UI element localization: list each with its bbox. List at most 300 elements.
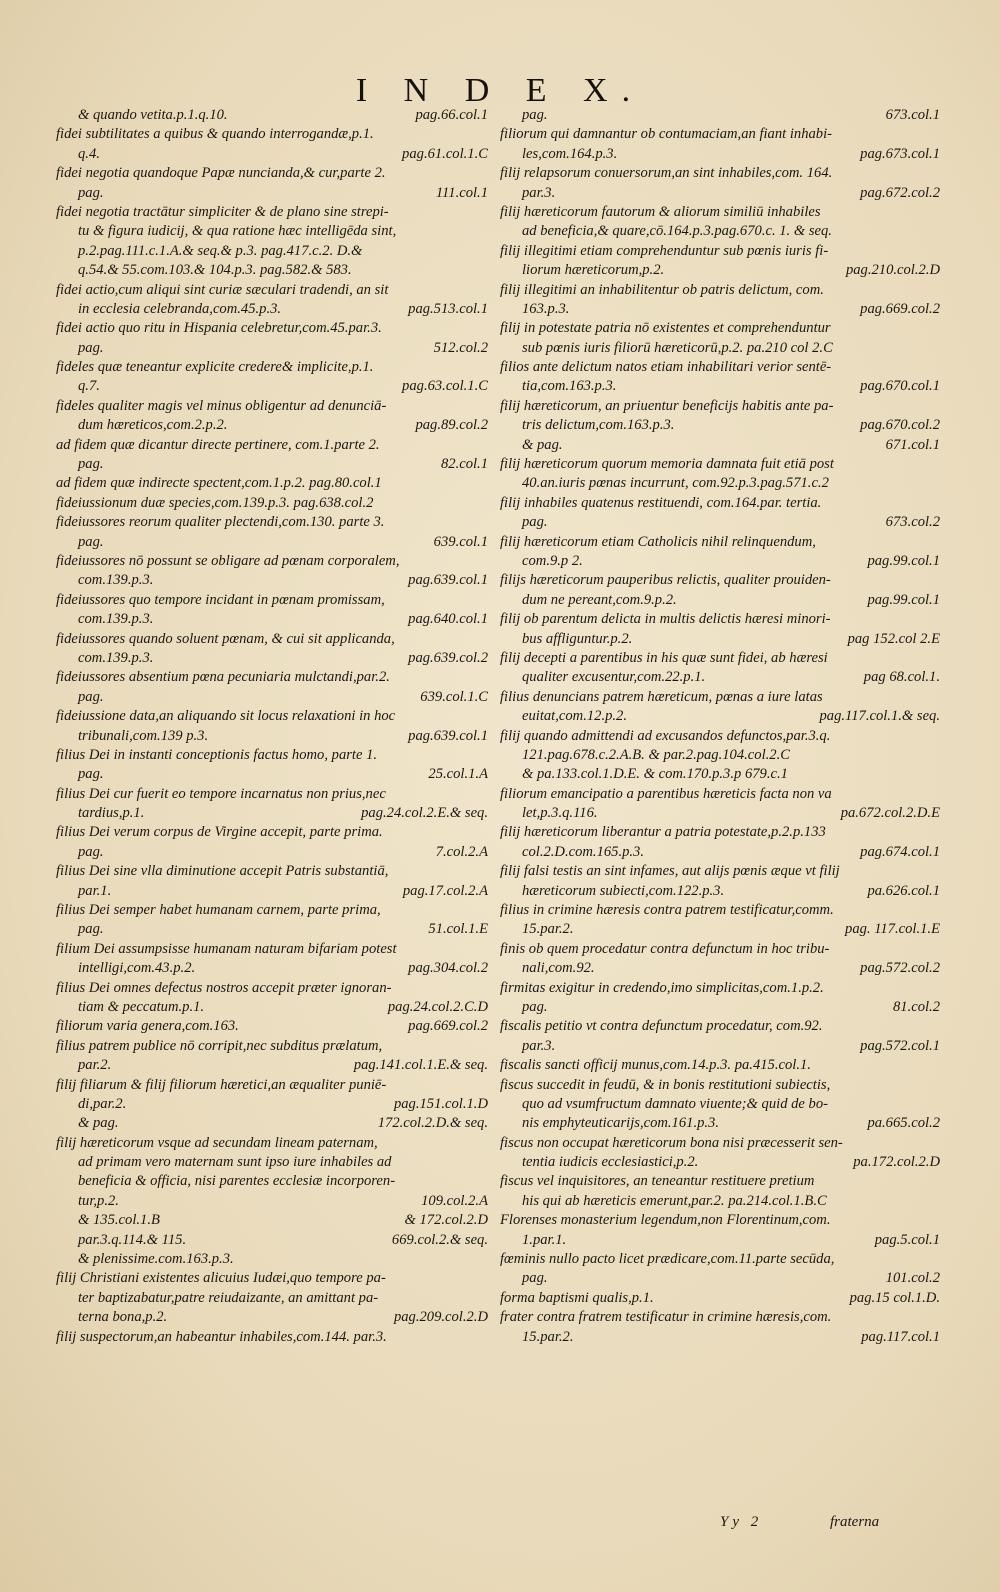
index-entry-text: pag.: [522, 107, 548, 123]
index-entry-text: 121.pag.678.c.2.A.B. & par.2.pag.104.col.2.C: [522, 746, 790, 763]
index-entry-text: fideiussionum duæ species,com.139.p.3. pag.638.col.2: [56, 494, 374, 511]
index-entry-line: [500, 319, 940, 338]
page-title: I N D E X.: [355, 72, 645, 109]
index-entry-line: [500, 940, 940, 959]
index-entry-text: filij quando admittendi ad excusandos defunctos,par.3.q.: [500, 727, 831, 744]
index-entry-line: [500, 571, 940, 590]
index-entry-text: terna bona,p.2.: [78, 1309, 168, 1326]
index-entry-line: [56, 281, 488, 300]
index-page-reference: 512.col.2: [433, 339, 488, 356]
index-page-reference: 673.col.1: [885, 107, 940, 123]
index-entry-text: fideiussores reorum qualiter plectendi,com.130. parte 3.: [56, 514, 385, 531]
index-entry-line: [56, 1250, 488, 1269]
index-entry-line: [56, 1289, 488, 1308]
index-entry-text: filij illegitimi etiam comprehenduntur sub pœnis iuris fi-: [500, 242, 829, 259]
index-entry-line: [500, 533, 940, 552]
index-entry-text: fidei actio,cum aliqui sint curiæ sæculari tradendi, an sit: [56, 281, 389, 298]
index-entry-line: [56, 164, 488, 183]
index-entry-line: [500, 1095, 940, 1114]
index-entry-text: dum ne pereant,com.9.p.2.: [522, 591, 677, 608]
index-entry-line: [500, 261, 940, 280]
index-entry-line: [56, 145, 488, 164]
index-entry-line: [500, 1076, 940, 1095]
index-entry-line: [56, 804, 488, 823]
index-entry-line: [500, 455, 940, 474]
index-entry-line: [500, 610, 940, 629]
index-entry-line: [500, 513, 940, 532]
index-page-reference: pag.572.col.2: [860, 960, 940, 977]
index-entry-line: [500, 436, 940, 455]
index-entry-text: tia,com.163.p.3.: [522, 378, 617, 395]
index-entry-text: filius Dei omnes defectus nostros accepit præter ignoran-: [56, 979, 392, 996]
index-entry-text: fiscalis sancti officij munus,com.14.p.3. pa.415.col.1.: [500, 1057, 811, 1074]
index-entry-text: tur,p.2.: [78, 1192, 119, 1209]
index-entry-text: 15.par.2.: [522, 921, 574, 938]
index-page-reference: 111.col.1: [435, 184, 488, 201]
index-entry-text: fiscus succedit in feudū, & in bonis restitutioni subiectis,: [500, 1076, 831, 1093]
index-entry-text: filij decepti a parentibus in his quæ sunt fidei, ab hæresi: [500, 649, 828, 666]
index-entry-text: filij Christiani existentes alicuius Iudæi,quo tempore pa-: [56, 1270, 386, 1287]
index-page-reference: 51.col.1.E: [428, 921, 488, 938]
index-entry-line: [56, 513, 488, 532]
index-entry-text: pag.: [78, 339, 104, 356]
index-entry-line: [500, 688, 940, 707]
index-entry-text: com.139.p.3.: [78, 611, 154, 628]
index-entry-line: [56, 1095, 488, 1114]
index-entry-text: filius Dei verum corpus de Virgine accepit, parte prima.: [56, 824, 383, 841]
index-entry-line: [500, 1192, 940, 1211]
index-entry-text: quo ad vsumfructum damnato viuente;& quid de bo-: [522, 1095, 829, 1112]
index-entry-text: par.3.: [522, 1037, 556, 1054]
index-page-reference: pag.670.col.2: [860, 417, 940, 434]
index-entry-line: [500, 668, 940, 687]
index-entry-line: [500, 591, 940, 610]
index-entry-line: [500, 1250, 940, 1269]
index-entry-text: filios ante delictum natos etiam inhabilitari verior sentē-: [500, 359, 832, 376]
index-entry-text: pag.: [522, 1270, 548, 1287]
index-entry-text: hæreticorum subiecti,com.122.p.3.: [522, 882, 725, 899]
index-entry-text: beneficia & officia, nisi parentes ecclesiæ incorporen-: [78, 1173, 396, 1190]
index-page-reference: pag.24.col.2.E.& seq.: [361, 805, 488, 822]
index-entry-text: filij falsi testis an sint infames, aut alijs pœnis æque vt filij: [500, 863, 840, 880]
index-entry-text: his qui ab hæreticis emerunt,par.2. pa.214.col.1.B.C: [522, 1192, 827, 1209]
index-entry-text: & pag.: [78, 1115, 119, 1132]
index-entry-text: & pa.133.col.1.D.E. & com.170.p.3.p 679.c.1: [522, 766, 788, 783]
index-entry-line: [56, 1037, 488, 1056]
index-entry-text: filij hæreticorum, an priuentur beneficijs habitis ante pa-: [500, 397, 834, 414]
index-entry-line: [500, 416, 940, 435]
index-entry-line: [500, 125, 940, 144]
index-entry-text: filij ob parentum delicta in multis delictis hæresi minori-: [500, 611, 831, 628]
index-entry-text: euitat,com.12.p.2.: [522, 708, 627, 725]
index-entry-text: pag.: [78, 843, 104, 860]
index-entry-line: [56, 436, 488, 455]
index-entry-line: [56, 1172, 488, 1191]
index-page-reference: 25.col.1.A: [428, 766, 488, 783]
index-entry-line: [56, 571, 488, 590]
index-entry-text: q.7.: [78, 378, 100, 395]
index-page-reference: pag. 117.col.1.E: [845, 921, 940, 938]
index-entry-line: [500, 1172, 940, 1191]
index-entry-line: [500, 727, 940, 746]
index-entry-line: [56, 1308, 488, 1327]
index-entry-text: 1.par.1.: [522, 1231, 567, 1248]
index-entry-line: [56, 649, 488, 668]
index-entry-text: par.1.: [78, 882, 112, 899]
index-entry-text: tentia iudicis ecclesiastici,p.2.: [522, 1154, 699, 1171]
index-entry-line: [56, 1134, 488, 1153]
index-entry-text: ad fidem quæ dicantur directe pertinere, com.1.parte 2.: [56, 436, 380, 453]
index-entry-line: [500, 552, 940, 571]
index-entry-text: fiscus vel inquisitores, an teneantur restituere pretium: [500, 1173, 815, 1190]
index-page-reference: 673.col.2: [885, 514, 940, 531]
index-entry-text: finis ob quem procedatur contra defunctum in hoc tribu-: [500, 940, 830, 957]
index-entry-text: in ecclesia celebranda,com.45.p.3.: [78, 300, 282, 317]
index-entry-text: filij inhabiles quatenus restituendi, com.164.par. tertia.: [500, 494, 822, 511]
index-entry-text: filij relapsorum conuersorum,an sint inhabiles,com. 164.: [500, 165, 833, 182]
index-page-reference: pag.5.col.1: [874, 1231, 940, 1248]
index-entry-text: filij suspectorum,an habeantur inhabiles,com.144. par.3.: [56, 1328, 387, 1345]
index-entry-text: q.4.: [78, 145, 100, 162]
index-entry-line: [56, 901, 488, 920]
index-entry-text: pag.: [78, 456, 104, 473]
index-page-reference: pag.66.col.1: [415, 107, 488, 123]
index-entry-text: fideles quæ teneantur explicite credere& implicite,p.1.: [56, 359, 374, 376]
index-entry-text: fidei actio quo ritu in Hispania celebretur,com.45.par.3.: [56, 320, 382, 337]
index-page-reference: 172.col.2.D.& seq.: [377, 1115, 488, 1132]
index-entry-text: pag.: [78, 184, 104, 201]
index-entry-text: nis emphyteuticarijs,com.161.p.3.: [522, 1115, 719, 1132]
index-entry-line: [500, 358, 940, 377]
index-entry-text: tu & figura iudicij, & qua ratione hæc intelligēda sint,: [78, 223, 397, 240]
index-column-left: [56, 106, 488, 1347]
index-entry-text: filij in potestate patria nō existentes et comprehenduntur: [500, 320, 831, 337]
index-entry-text: forma baptismi qualis,p.1.: [500, 1289, 654, 1306]
index-entry-text: filijs hæreticorum pauperibus relictis, qualiter prouiden-: [500, 572, 831, 589]
index-entry-line: [500, 979, 940, 998]
index-entry-text: fiscalis petitio vt contra defunctum procedatur, com.92.: [500, 1018, 823, 1035]
index-entry-line: [56, 203, 488, 222]
index-entry-text: fidei negotia tractātur simpliciter & de plano sine strepi-: [56, 203, 389, 220]
index-page-reference: pag.673.col.1: [860, 145, 940, 162]
index-entry-text: com.139.p.3.: [78, 572, 154, 589]
index-entry-line: [56, 630, 488, 649]
index-entry-line: [500, 339, 940, 358]
index-entry-line: [56, 823, 488, 842]
index-page-reference: pag.61.col.1.C: [402, 145, 488, 162]
catchword: fraterna: [830, 1514, 880, 1530]
index-entry-text: tribunali,com.139 p.3.: [78, 727, 209, 744]
index-entry-line: [500, 281, 940, 300]
index-entry-text: fideiussores quando soluent pœnam, & cui sit applicanda,: [56, 630, 395, 647]
index-entry-text: pag.: [522, 514, 548, 531]
index-entry-line: [500, 901, 940, 920]
index-entry-text: filij filiarum & filij filiorum hæretici,an æqualiter puniē-: [56, 1076, 387, 1093]
index-entry-text: bus affliguntur.p.2.: [522, 630, 633, 647]
index-page-reference: 101.col.2: [885, 1270, 940, 1287]
index-entry-text: 15.par.2.: [522, 1328, 574, 1345]
index-entry-text: frater contra fratrem testificatur in crimine hæresis,com.: [500, 1309, 832, 1326]
index-page-reference: pag 152.col 2.E: [847, 630, 940, 647]
index-entry-text: liorum hæreticorum,p.2.: [522, 262, 665, 279]
index-entry-text: p.2.pag.111.c.1.A.& seq.& p.3. pag.417.c.2. D.&: [78, 242, 363, 259]
index-entry-line: [500, 882, 940, 901]
index-entry-text: col.2.D.com.165.p.3.: [522, 843, 645, 860]
index-entry-line: [500, 494, 940, 513]
index-entry-line: [500, 1114, 940, 1133]
index-page-reference: 671.col.1: [885, 436, 940, 453]
index-entry-line: [56, 261, 488, 280]
index-page-reference: 639.col.1: [433, 533, 488, 550]
index-entry-line: [500, 242, 940, 261]
index-page-reference: pag.572.col.1: [860, 1037, 940, 1054]
index-entry-line: [56, 184, 488, 203]
index-page-reference: pag.99.col.1: [867, 591, 940, 608]
index-entry-text: filij hæreticorum quorum memoria damnata fuit etiā post: [500, 456, 834, 473]
index-entry-text: pag.: [78, 766, 104, 783]
index-entry-line: [500, 1328, 940, 1347]
index-page-reference: pag.669.col.2: [860, 300, 940, 317]
index-page-reference: 639.col.1.C: [420, 688, 488, 705]
index-entry-text: filius Dei in instanti conceptionis factus homo, parte 1.: [56, 746, 378, 763]
index-entry-line: [500, 746, 940, 765]
index-page-reference: 7.col.2.A: [435, 843, 488, 860]
index-page-reference: pag.117.col.1: [861, 1328, 940, 1345]
index-entry-line: [56, 785, 488, 804]
index-entry-text: pag.: [78, 921, 104, 938]
index-entry-text: tiam & peccatum.p.1.: [78, 998, 205, 1015]
index-page-reference: pag.151.col.1.D: [393, 1095, 488, 1112]
index-entry-line: [56, 1153, 488, 1172]
index-entry-text: fiscus non occupat hæreticorum bona nisi præcesserit sen-: [500, 1134, 843, 1151]
index-entry-text: & 135.col.1.B: [78, 1212, 160, 1229]
index-entry-text: ad fidem quæ indirecte spectent,com.1.p.2. pag.80.col.1: [56, 475, 382, 492]
index-entry-line: [500, 106, 940, 125]
index-entry-line: [56, 1231, 488, 1250]
index-entry-line: [500, 1017, 940, 1036]
index-entry-text: fideiussores nō possunt se obligare ad pœnam corporalem,: [56, 552, 400, 569]
index-entry-text: fideles qualiter magis vel minus obligentur ad denunciā-: [56, 397, 387, 414]
index-entry-text: ad beneficia,& quare,cō.164.p.3.pag.670.c. 1. & seq.: [522, 223, 832, 240]
index-entry-text: firmitas exigitur in credendo,imo simplicitas,com.1.p.2.: [500, 979, 824, 996]
index-page-reference: 109.col.2.A: [421, 1192, 488, 1209]
index-entry-line: [56, 668, 488, 687]
index-page-reference: pa.672.col.2.D.E: [840, 805, 940, 822]
index-entry-line: [56, 688, 488, 707]
index-page-reference: pag.63.col.1.C: [402, 378, 488, 395]
index-page-reference: pag.15 col.1.D.: [849, 1289, 940, 1306]
index-page-reference: pag.89.col.2: [415, 417, 488, 434]
index-page-reference: pag.639.col.1: [408, 727, 488, 744]
index-entry-text: fidei negotia quandoque Papæ nuncianda,& cur,parte 2.: [56, 165, 386, 182]
index-entry-line: [56, 358, 488, 377]
index-entry-line: [500, 300, 940, 319]
index-entry-text: & plenissime.com.163.p.3.: [78, 1251, 234, 1268]
index-entry-line: [56, 862, 488, 881]
index-entry-line: [56, 300, 488, 319]
index-entry-line: [500, 164, 940, 183]
index-entry-line: [56, 765, 488, 784]
index-entry-line: [500, 1153, 940, 1172]
index-entry-text: fideiussores absentium pœna pecuniaria mulctandi,par.2.: [56, 669, 390, 686]
index-entry-line: [56, 979, 488, 998]
index-entry-text: filius denuncians patrem hæreticum, pœnas a iure latas: [500, 688, 823, 705]
index-entry-text: nali,com.92.: [522, 960, 595, 977]
index-entry-text: Florenses monasterium legendum,non Florentinum,com.: [500, 1212, 831, 1229]
index-page-reference: pag.209.col.2.D: [393, 1309, 488, 1326]
index-entry-line: [56, 1328, 488, 1347]
index-entry-text: di,par.2.: [78, 1095, 127, 1112]
index-entry-line: [56, 1056, 488, 1075]
index-entry-text: tris delictum,com.163.p.3.: [522, 417, 675, 434]
index-entry-line: [56, 339, 488, 358]
index-entry-text: pag.: [522, 998, 548, 1015]
index-entry-line: [500, 630, 940, 649]
index-page-reference: pag.639.col.2: [408, 649, 488, 666]
index-entry-line: [56, 591, 488, 610]
index-entry-line: [56, 397, 488, 416]
index-entry-text: filij hæreticorum vsque ad secundam lineam paternam,: [56, 1134, 378, 1151]
index-entry-line: [56, 416, 488, 435]
index-entry-line: [56, 746, 488, 765]
index-entry-line: [500, 765, 940, 784]
index-entry-line: [56, 494, 488, 513]
index-entry-line: [56, 998, 488, 1017]
index-entry-text: filiorum qui damnantur ob contumaciam,an fiant inhabi-: [500, 126, 833, 143]
index-entry-line: [56, 222, 488, 241]
index-page-reference: pag.210.col.2.D: [845, 262, 940, 279]
index-entry-line: [56, 455, 488, 474]
index-entry-text: par.2.: [78, 1057, 112, 1074]
index-entry-line: [56, 940, 488, 959]
index-entry-line: [500, 862, 940, 881]
index-entry-line: [56, 106, 488, 125]
index-entry-line: [56, 1192, 488, 1211]
index-entry-line: [500, 474, 940, 493]
index-page-reference: pag.117.col.1.& seq.: [819, 708, 940, 725]
index-entry-line: [56, 610, 488, 629]
index-entry-text: com.9.p 2.: [522, 552, 583, 569]
index-entry-text: filius patrem publice nō corripit,nec subditus prælatum,: [56, 1037, 383, 1054]
index-entry-text: filius in crimine hæresis contra patrem testificatur,comm.: [500, 902, 834, 919]
index-entry-line: [500, 397, 940, 416]
index-entry-text: fideiussione data,an aliquando sit locus relaxationi in hoc: [56, 708, 396, 725]
index-entry-text: filiorum varia genera,com.163.: [56, 1018, 239, 1035]
index-entry-line: [56, 1211, 488, 1230]
index-entry-line: [500, 843, 940, 862]
index-entry-text: com.139.p.3.: [78, 649, 154, 666]
index-entry-text: let,p.3.q.116.: [522, 805, 598, 822]
signature-mark: Yy 2: [720, 1514, 763, 1530]
index-entry-text: fœminis nullo pacto licet prædicare,com.11.parte secūda,: [500, 1251, 835, 1268]
index-entry-line: [500, 203, 940, 222]
index-entry-text: par.3.: [522, 184, 556, 201]
index-entry-text: pag.: [78, 533, 104, 550]
index-entry-text: filij hæreticorum fautorum & aliorum similiū inhabiles: [500, 203, 821, 220]
index-entry-line: [56, 377, 488, 396]
index-entry-line: [56, 125, 488, 144]
index-page-reference: pag.17.col.2.A: [402, 882, 488, 899]
index-page-reference: 81.col.2: [892, 998, 940, 1015]
index-entry-line: [500, 1211, 940, 1230]
index-page-reference: pa.665.col.2: [867, 1115, 940, 1132]
index-entry-text: filij hæreticorum etiam Catholicis nihil relinquendum,: [500, 533, 816, 550]
index-entry-line: [500, 1056, 940, 1075]
index-entry-line: [500, 804, 940, 823]
index-entry-text: filium Dei assumpsisse humanam naturam bifariam potest: [56, 940, 397, 957]
index-entry-line: [500, 1037, 940, 1056]
index-page-reference: pag.670.col.1: [860, 378, 940, 395]
index-entry-line: [56, 552, 488, 571]
index-page-reference: 82.col.1: [440, 456, 488, 473]
index-entry-text: fideiussores quo tempore incidant in pœnam promissam,: [56, 591, 385, 608]
index-entry-text: filiorum emancipatio a parentibus hæreticis facta non va: [500, 785, 832, 802]
index-page-reference: pag.672.col.2: [860, 184, 940, 201]
index-entry-line: [500, 222, 940, 241]
index-entry-line: [56, 727, 488, 746]
index-entry-text: dum hæreticos,com.2.p.2.: [78, 417, 228, 434]
index-entry-line: [56, 319, 488, 338]
index-entry-line: [56, 533, 488, 552]
index-entry-line: [56, 1017, 488, 1036]
index-entry-text: ad primam vero maternam sunt ipso iure inhabiles ad: [78, 1154, 392, 1171]
index-entry-line: [56, 707, 488, 726]
index-page-reference: pag.639.col.1: [408, 572, 488, 589]
index-entry-text: filij hæreticorum liberantur a patria potestate,p.2.p.133: [500, 824, 826, 841]
index-entry-text: qualiter excusentur,com.22.p.1.: [522, 669, 706, 686]
index-page-reference: & 172.col.2.D: [404, 1212, 488, 1229]
index-entry-line: [500, 920, 940, 939]
index-entry-line: [500, 1269, 940, 1288]
index-entry-line: [56, 959, 488, 978]
index-entry-text: intelligi,com.43.p.2.: [78, 960, 196, 977]
index-entry-line: [500, 377, 940, 396]
index-page-reference: pag.24.col.2.C.D: [387, 998, 488, 1015]
index-entry-line: [56, 843, 488, 862]
index-entry-line: [56, 882, 488, 901]
index-entry-line: [500, 785, 940, 804]
index-entry-text: q.54.& 55.com.103.& 104.p.3. pag.582.& 583.: [78, 262, 352, 279]
index-entry-line: [500, 823, 940, 842]
index-entry-line: [500, 184, 940, 203]
index-entry-line: [500, 1231, 940, 1250]
index-entry-text: filius Dei semper habet humanam carnem, parte prima,: [56, 902, 381, 919]
index-entry-text: sub pœnis iuris filiorū hæreticorū,p.2. pa.210 col 2.C: [522, 339, 833, 356]
index-page-reference: pag 68.col.1.: [863, 669, 940, 686]
index-entry-line: [500, 707, 940, 726]
index-entry-line: [56, 1114, 488, 1133]
index-column-right: [500, 106, 940, 1347]
index-entry-line: [500, 1134, 940, 1153]
index-page-reference: pag.99.col.1: [867, 552, 940, 569]
index-entry-text: fidei subtilitates a quibus & quando interrogandæ,p.1.: [56, 126, 374, 143]
index-entry-text: 163.p.3.: [522, 300, 570, 317]
index-entry-text: & pag.: [522, 436, 563, 453]
index-page-reference: pag.674.col.1: [860, 843, 940, 860]
index-entry-line: [500, 1308, 940, 1327]
index-entry-line: [500, 959, 940, 978]
index-entry-text: les,com.164.p.3.: [522, 145, 618, 162]
index-entry-line: [500, 145, 940, 164]
index-entry-line: [56, 474, 488, 493]
index-entry-text: filij illegitimi an inhabilitentur ob patris delictum, com.: [500, 281, 824, 298]
index-entry-text: 40.an.iuris pœnas incurrunt, com.92.p.3.pag.571.c.2: [522, 475, 829, 492]
index-entry-line: [56, 242, 488, 261]
index-page-reference: pag.304.col.2: [408, 960, 488, 977]
index-entry-line: [500, 649, 940, 668]
index-page-reference: pag.640.col.1: [408, 611, 488, 628]
index-entry-text: ter baptizabatur,patre reiudaizante, an amittant pa-: [78, 1289, 379, 1306]
